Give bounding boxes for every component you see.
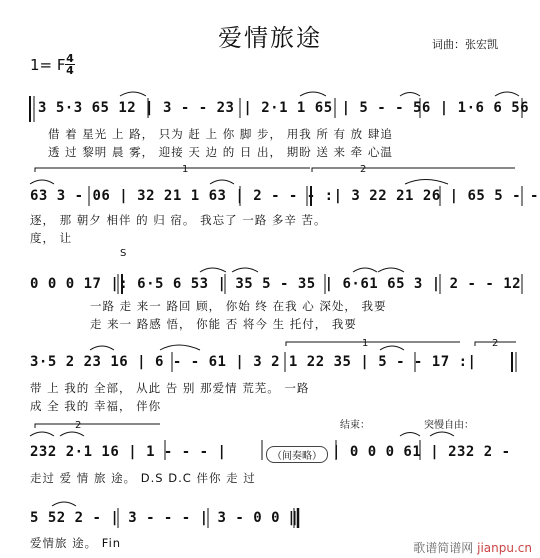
notes-row-2: 63 3 - 06 | 32 21 1 63 | 2 - - - :| 3 22 21 26 | 65 5 - - — [30, 188, 539, 204]
lyrics-row-3-verse-1: 一路 走 来一 路回 顾， 你始 终 在我 心 深处， 我要 — [90, 299, 387, 313]
volta-one-label-b: 1 — [362, 338, 369, 349]
lyrics-row-2-verse-2: 度， 让 — [30, 231, 73, 245]
lyrics-row-1-verse-1: 借 着 星光 上 路， 只为 赶 上 你 脚 步， 用我 所 有 放 肆追 — [48, 127, 393, 141]
notes-row-5-tail: | 0 0 0 61 | 232 2 - — [332, 444, 511, 460]
ending-label-free: 突慢自由： — [424, 420, 474, 431]
segno-sign: S — [120, 248, 127, 259]
lyrics-row-5: 走过 爱 情 旅 途。 D.S D.C 伴你 走 过 — [30, 471, 256, 485]
lyrics-row-4-verse-1: 带 上 我的 全部， 从此 告 别 那爱情 荒芜。 一路 — [30, 381, 310, 395]
time-signature — [65, 53, 75, 76]
volta-one-label: 1 — [182, 164, 189, 175]
watermark-text: 歌谱简谱网 — [413, 541, 474, 555]
time-signature-top: 4 — [66, 52, 74, 65]
watermark — [413, 539, 532, 556]
notes-row-3: 0 0 0 17 |: 6·5 6 53 | 35 5 - 35 | 6·61 65 3 | 2 - - 12 — [30, 276, 522, 292]
notes-row-1: 3 5·3 65 12 | 3 - - 23 | 2·1 1 65 | 5 - - 56 | 1·6 6 56 — [38, 100, 530, 116]
song-title: 爱情旅途 — [218, 24, 322, 52]
notes-row-6: 5 52 2 - | 3 - - - | 3 - 0 0 ‖ — [30, 510, 298, 526]
time-signature-bottom: 4 — [66, 64, 74, 77]
notes-row-4: 3·5 2 23 16 | 6 - - 61 | 3 2 1 22 35 | 5 - - 17 :| — [30, 354, 477, 370]
volta-two-label-c: 2 — [75, 420, 82, 431]
lyrics-row-6: 爱情旅 途。 Fin — [30, 536, 122, 550]
ending-label: 结束： — [340, 420, 370, 431]
composer-credit: 词曲：张宏凯 — [432, 38, 498, 51]
watermark-url: jianpu.cn — [477, 541, 532, 555]
key-signature: 1= F — [30, 56, 66, 74]
interlude-tag: （间奏略） — [266, 446, 328, 463]
volta-two-label-b: 2 — [492, 338, 499, 349]
lyrics-row-4-verse-2: 成 全 我的 幸福， 伴你 — [30, 399, 162, 413]
lyrics-row-3-verse-2: 走 来一 路感 悟， 你能 否 将今 生 托付， 我要 — [90, 317, 357, 331]
lyrics-row-1-verse-2: 透 过 黎明 晨 雾， 迎接 天 边 的 日 出， 期盼 送 来 牵 心温 — [48, 145, 393, 159]
notes-row-5: 232 2·1 16 | 1 - - - | — [30, 444, 227, 460]
lyrics-row-2-verse-1: 逐， 那 朝夕 相伴 的 归 宿。 我忘了 一路 多辛 苦。 — [30, 213, 327, 227]
volta-two-label: 2 — [360, 164, 367, 175]
